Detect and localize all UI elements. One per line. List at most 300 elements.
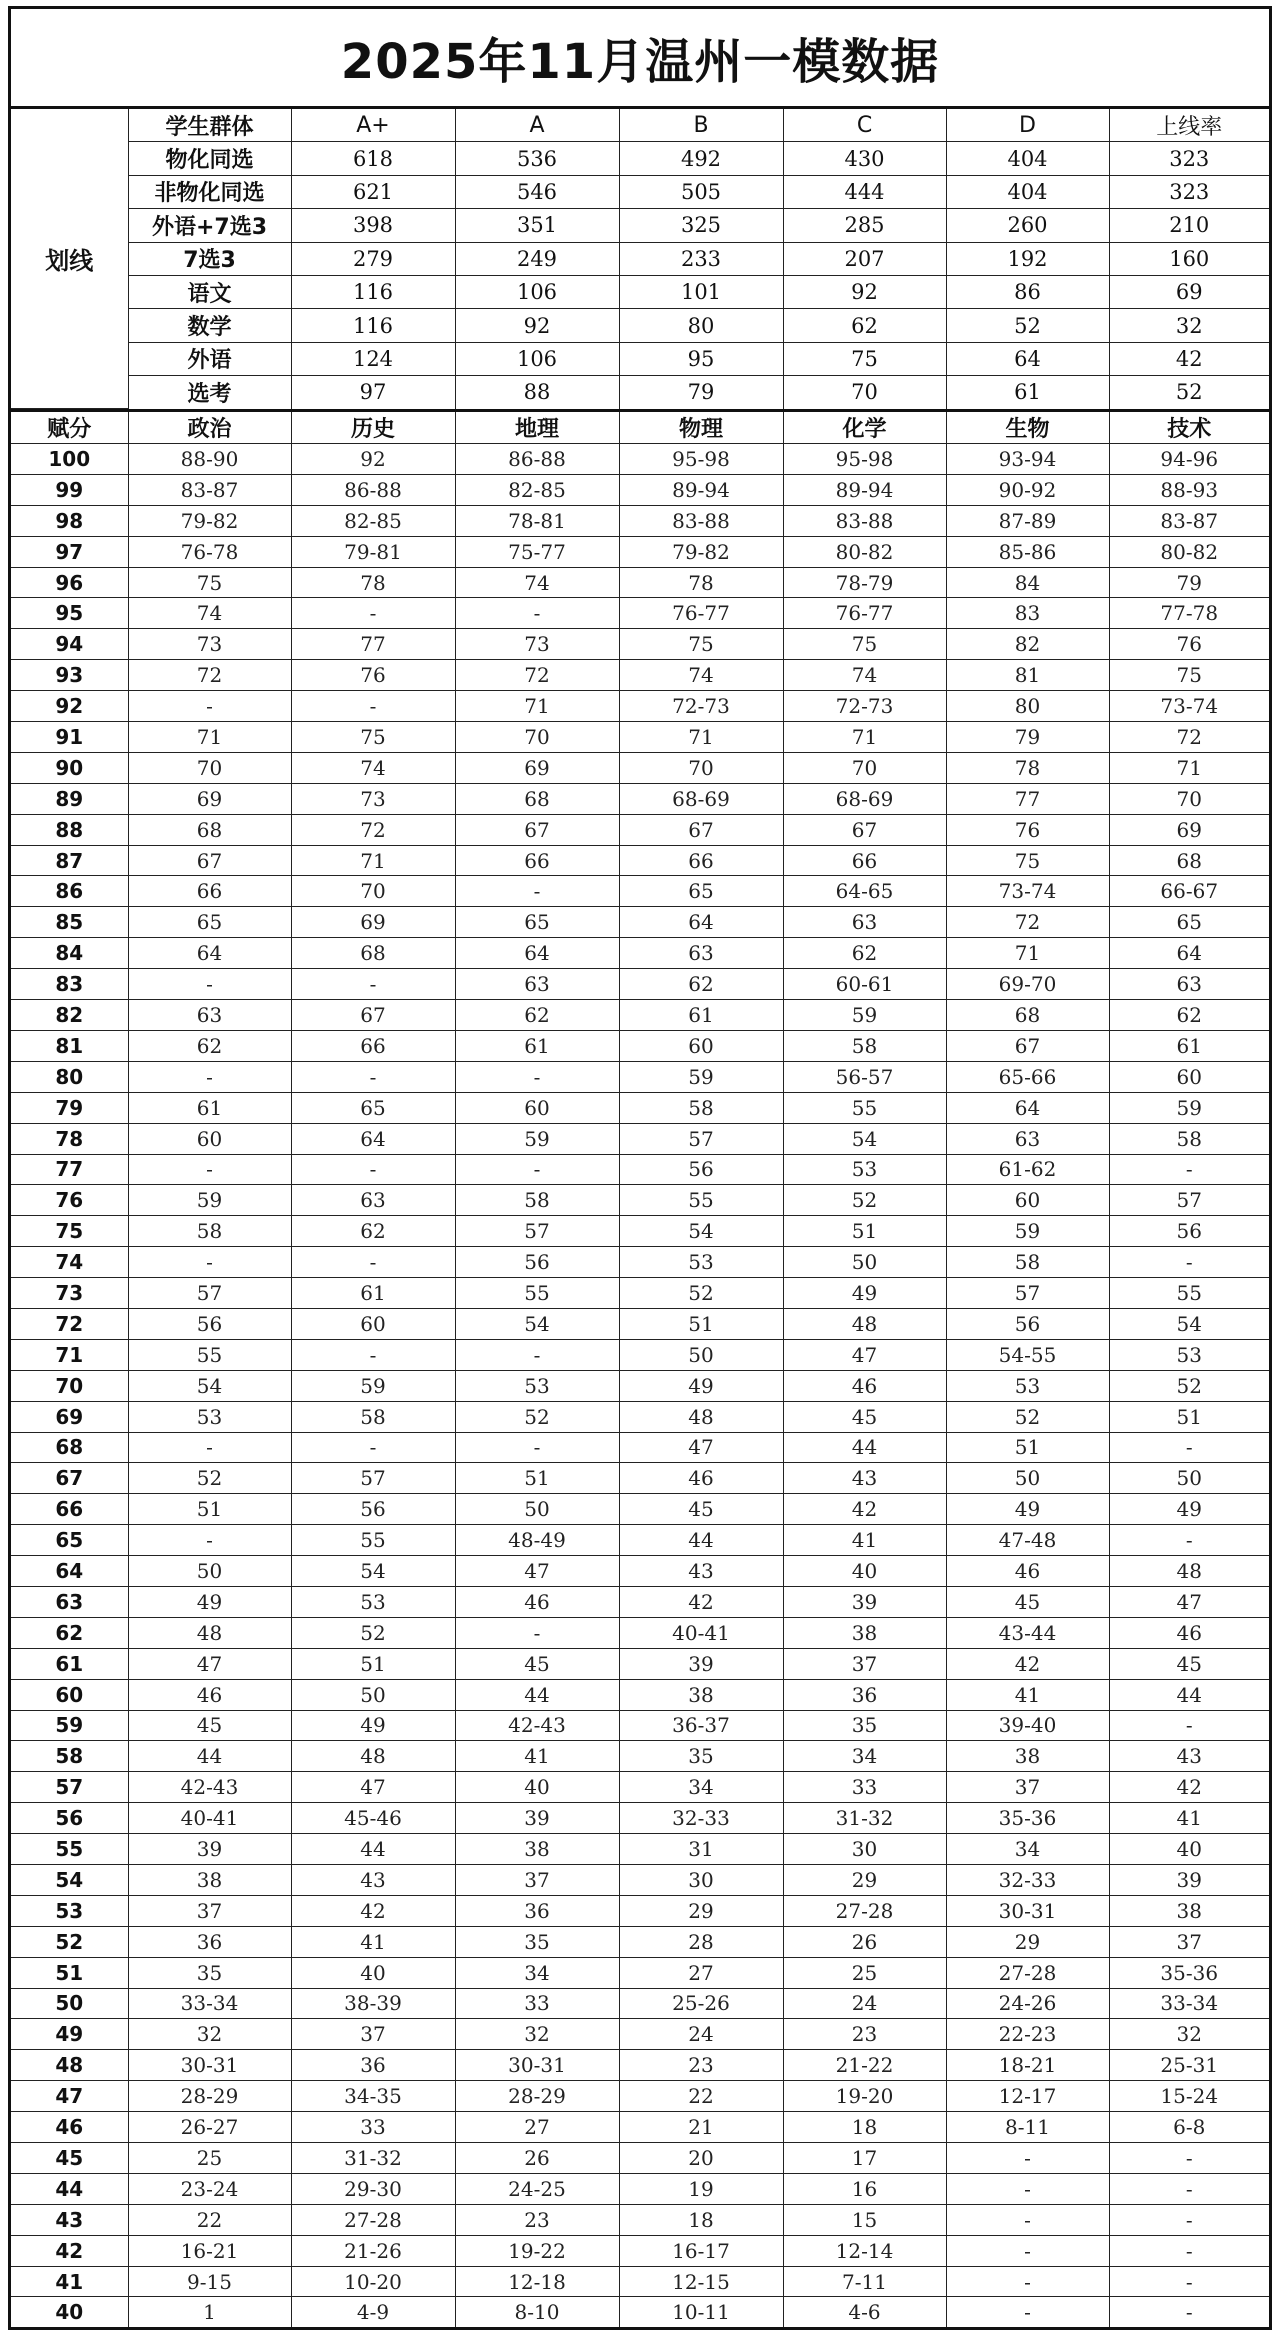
raw-score-cell: 39 [455, 1803, 619, 1834]
raw-score-cell: 21-22 [783, 2050, 946, 2081]
cutoff-value-cell: 444 [783, 175, 946, 208]
raw-score-cell: 63 [1109, 969, 1269, 1000]
raw-score-cell: 12-17 [946, 2081, 1109, 2112]
raw-score-cell: 66 [619, 845, 783, 876]
score-row [11, 938, 1269, 969]
cutoff-row-label: 数学 [128, 309, 291, 342]
raw-score-cell: 31 [619, 1834, 783, 1865]
score-row [11, 1586, 1269, 1617]
raw-score-cell: 38 [783, 1617, 946, 1648]
raw-score-cell: 79-82 [619, 536, 783, 567]
cutoff-value-cell: 621 [291, 175, 455, 208]
raw-score-cell: 26 [783, 1926, 946, 1957]
raw-score-cell: 34-35 [291, 2081, 455, 2112]
score-row [11, 1370, 1269, 1401]
raw-score-cell: 50 [1109, 1463, 1269, 1494]
raw-score-cell: 70 [619, 752, 783, 783]
raw-score-cell: 41 [1109, 1803, 1269, 1834]
raw-score-cell: 64 [291, 1123, 455, 1154]
assigned-score-cell: 91 [11, 722, 128, 753]
raw-score-cell: 35-36 [1109, 1957, 1269, 1988]
cutoff-header-cell: D [946, 109, 1109, 142]
raw-score-cell: 37 [455, 1864, 619, 1895]
raw-score-cell: - [291, 969, 455, 1000]
score-row [11, 2173, 1269, 2204]
cutoff-value-cell: 70 [783, 376, 946, 409]
cutoff-value-cell: 618 [291, 142, 455, 175]
raw-score-cell: 51 [128, 1494, 291, 1525]
raw-score-cell: 49 [128, 1586, 291, 1617]
raw-score-cell: 59 [291, 1370, 455, 1401]
raw-score-cell: 48 [291, 1741, 455, 1772]
raw-score-cell: 64 [1109, 938, 1269, 969]
raw-score-cell: 33 [291, 2112, 455, 2143]
raw-score-cell: 45 [128, 1710, 291, 1741]
raw-score-cell: 53 [619, 1247, 783, 1278]
raw-score-cell: 55 [455, 1278, 619, 1309]
assigned-score-cell: 47 [11, 2081, 128, 2112]
cutoff-value-cell: 88 [455, 376, 619, 409]
raw-score-cell: 46 [455, 1586, 619, 1617]
assigned-score-cell: 43 [11, 2204, 128, 2235]
raw-score-cell: 31-32 [291, 2143, 455, 2174]
assigned-score-cell: 45 [11, 2143, 128, 2174]
raw-score-cell: 54 [619, 1216, 783, 1247]
score-row [11, 691, 1269, 722]
cutoff-value-cell: 106 [455, 275, 619, 308]
raw-score-cell: 95-98 [619, 444, 783, 475]
raw-score-cell: 55 [783, 1092, 946, 1123]
score-row [11, 444, 1269, 475]
raw-score-cell: 89-94 [619, 474, 783, 505]
assigned-score-cell: 49 [11, 2019, 128, 2050]
cutoff-value-cell: 207 [783, 242, 946, 275]
raw-score-cell: 62 [619, 969, 783, 1000]
raw-score-cell: 40 [291, 1957, 455, 1988]
raw-score-cell: 88-93 [1109, 474, 1269, 505]
assigned-score-cell: 40 [11, 2297, 128, 2327]
raw-score-cell: 71 [291, 845, 455, 876]
raw-score-cell: 68 [1109, 845, 1269, 876]
raw-score-cell: 74 [291, 752, 455, 783]
cutoff-header-cell: 学生群体 [128, 109, 291, 142]
raw-score-cell: 76 [291, 660, 455, 691]
assigned-score-cell: 95 [11, 598, 128, 629]
raw-score-cell: 44 [455, 1679, 619, 1710]
raw-score-cell: 45 [455, 1648, 619, 1679]
raw-score-cell: 25 [128, 2143, 291, 2174]
raw-score-cell: 40 [783, 1556, 946, 1587]
raw-score-cell: 61 [128, 1092, 291, 1123]
assigned-score-cell: 78 [11, 1123, 128, 1154]
assigned-score-cell: 63 [11, 1586, 128, 1617]
raw-score-cell: - [455, 876, 619, 907]
raw-score-cell: 10-11 [619, 2297, 783, 2327]
raw-score-cell: 57 [946, 1278, 1109, 1309]
cutoff-value-cell: 351 [455, 209, 619, 242]
raw-score-cell: - [946, 2143, 1109, 2174]
raw-score-cell: 18-21 [946, 2050, 1109, 2081]
raw-score-cell: 68-69 [619, 783, 783, 814]
raw-score-cell: 38 [455, 1834, 619, 1865]
assigned-score-cell: 90 [11, 752, 128, 783]
raw-score-cell: 44 [1109, 1679, 1269, 1710]
raw-score-cell: 60 [455, 1092, 619, 1123]
raw-score-cell: 66-67 [1109, 876, 1269, 907]
score-row [11, 1834, 1269, 1865]
cutoff-value-cell: 64 [946, 342, 1109, 375]
raw-score-cell: 52 [455, 1401, 619, 1432]
cutoff-row [11, 342, 1269, 375]
cutoff-row-label: 非物化同选 [128, 175, 291, 208]
raw-score-cell: 48 [128, 1617, 291, 1648]
assigned-score-cell: 97 [11, 536, 128, 567]
cutoff-value-cell: 32 [1109, 309, 1269, 342]
raw-score-cell: 66 [128, 876, 291, 907]
raw-score-cell: 52 [291, 1617, 455, 1648]
score-row [11, 598, 1269, 629]
raw-score-cell: 28 [619, 1926, 783, 1957]
raw-score-cell: 65 [455, 907, 619, 938]
cutoff-row [11, 376, 1269, 409]
raw-score-cell: 58 [291, 1401, 455, 1432]
score-row [11, 1525, 1269, 1556]
raw-score-cell: 70 [128, 752, 291, 783]
score-header-cell: 政治 [128, 411, 291, 444]
raw-score-cell: 49 [291, 1710, 455, 1741]
raw-score-cell: 24-26 [946, 1988, 1109, 2019]
raw-score-cell: 29 [619, 1895, 783, 1926]
raw-score-cell: 78-79 [783, 567, 946, 598]
raw-score-cell: - [291, 1339, 455, 1370]
score-header-cell: 地理 [455, 411, 619, 444]
cutoff-value-cell: 92 [783, 275, 946, 308]
raw-score-cell: 15-24 [1109, 2081, 1269, 2112]
raw-score-cell: 24 [783, 1988, 946, 2019]
raw-score-cell: 16-21 [128, 2235, 291, 2266]
score-row [11, 1957, 1269, 1988]
raw-score-cell: 85-86 [946, 536, 1109, 567]
score-row [11, 1463, 1269, 1494]
raw-score-cell: 72-73 [783, 691, 946, 722]
raw-score-cell: 83-87 [1109, 505, 1269, 536]
cutoff-row [11, 209, 1269, 242]
raw-score-cell: 55 [291, 1525, 455, 1556]
raw-score-cell: 63 [946, 1123, 1109, 1154]
score-row [11, 2081, 1269, 2112]
raw-score-cell: 45 [783, 1401, 946, 1432]
raw-score-cell: - [946, 2297, 1109, 2327]
assigned-score-cell: 99 [11, 474, 128, 505]
raw-score-cell: 46 [619, 1463, 783, 1494]
raw-score-cell: 48 [1109, 1556, 1269, 1587]
raw-score-cell: 23 [619, 2050, 783, 2081]
raw-score-cell: 53 [455, 1370, 619, 1401]
score-row [11, 1710, 1269, 1741]
assigned-score-cell: 64 [11, 1556, 128, 1587]
raw-score-cell: 20 [619, 2143, 783, 2174]
raw-score-cell: 45 [946, 1586, 1109, 1617]
score-row [11, 2297, 1269, 2327]
score-row [11, 1030, 1269, 1061]
raw-score-cell: 64-65 [783, 876, 946, 907]
assigned-score-cell: 58 [11, 1741, 128, 1772]
raw-score-cell: 62 [1109, 1000, 1269, 1031]
raw-score-cell: 65 [1109, 907, 1269, 938]
raw-score-cell: 32 [128, 2019, 291, 2050]
raw-score-cell: 48-49 [455, 1525, 619, 1556]
raw-score-cell: 60 [946, 1185, 1109, 1216]
cutoff-row-label: 语文 [128, 275, 291, 308]
raw-score-cell: 73-74 [1109, 691, 1269, 722]
raw-score-cell: 51 [619, 1308, 783, 1339]
score-header-cell: 技术 [1109, 411, 1269, 444]
score-row [11, 907, 1269, 938]
score-row [11, 814, 1269, 845]
score-row [11, 722, 1269, 753]
cutoff-row [11, 175, 1269, 208]
raw-score-cell: 54 [128, 1370, 291, 1401]
raw-score-cell: 32-33 [946, 1864, 1109, 1895]
cutoff-header-cell: 上线率 [1109, 109, 1269, 142]
raw-score-cell: 59 [128, 1185, 291, 1216]
raw-score-cell: 59 [619, 1061, 783, 1092]
raw-score-cell: - [455, 598, 619, 629]
raw-score-cell: 47 [128, 1648, 291, 1679]
raw-score-cell: 52 [128, 1463, 291, 1494]
raw-score-cell: 64 [946, 1092, 1109, 1123]
score-row [11, 1617, 1269, 1648]
raw-score-cell: 83-87 [128, 474, 291, 505]
raw-score-cell: 38 [619, 1679, 783, 1710]
raw-score-cell: 64 [619, 907, 783, 938]
cutoff-value-cell: 86 [946, 275, 1109, 308]
raw-score-cell: 23 [783, 2019, 946, 2050]
raw-score-cell: - [1109, 2266, 1269, 2297]
raw-score-cell: 42 [783, 1494, 946, 1525]
raw-score-cell: 74 [128, 598, 291, 629]
raw-score-cell: 1 [128, 2297, 291, 2327]
raw-score-cell: 79-81 [291, 536, 455, 567]
raw-score-cell: - [1109, 1525, 1269, 1556]
raw-score-cell: - [291, 598, 455, 629]
raw-score-cell: 84 [946, 567, 1109, 598]
raw-score-cell: 6-8 [1109, 2112, 1269, 2143]
raw-score-cell: 41 [455, 1741, 619, 1772]
raw-score-cell: 40 [1109, 1834, 1269, 1865]
raw-score-cell: 75 [946, 845, 1109, 876]
raw-score-cell: 65 [619, 876, 783, 907]
raw-score-cell: - [128, 1061, 291, 1092]
raw-score-cell: 58 [128, 1216, 291, 1247]
raw-score-cell: 60 [1109, 1061, 1269, 1092]
raw-score-cell: 25 [783, 1957, 946, 1988]
assigned-score-cell: 42 [11, 2235, 128, 2266]
raw-score-cell: - [1109, 2297, 1269, 2327]
raw-score-cell: 54-55 [946, 1339, 1109, 1370]
raw-score-cell: 68 [946, 1000, 1109, 1031]
raw-score-cell: 24 [619, 2019, 783, 2050]
cutoff-value-cell: 42 [1109, 342, 1269, 375]
raw-score-cell: - [455, 1061, 619, 1092]
raw-score-cell: 65-66 [946, 1061, 1109, 1092]
raw-score-cell: 47-48 [946, 1525, 1109, 1556]
raw-score-cell: 86-88 [291, 474, 455, 505]
score-row [11, 1061, 1269, 1092]
raw-score-cell: 54 [455, 1308, 619, 1339]
cutoff-value-cell: 404 [946, 142, 1109, 175]
raw-score-cell: 56 [1109, 1216, 1269, 1247]
raw-score-cell: 35 [128, 1957, 291, 1988]
cutoff-value-cell: 106 [455, 342, 619, 375]
raw-score-cell: 37 [946, 1772, 1109, 1803]
raw-score-cell: 42-43 [128, 1772, 291, 1803]
raw-score-cell: 10-20 [291, 2266, 455, 2297]
raw-score-cell: 33-34 [128, 1988, 291, 2019]
raw-score-cell: - [128, 1525, 291, 1556]
raw-score-cell: - [1109, 2204, 1269, 2235]
raw-score-cell: 61-62 [946, 1154, 1109, 1185]
score-row [11, 1123, 1269, 1154]
raw-score-cell: 50 [946, 1463, 1109, 1494]
score-row [11, 1803, 1269, 1834]
score-row [11, 1401, 1269, 1432]
page-title: 2025年11月温州一模数据 [11, 9, 1269, 109]
raw-score-cell: 40 [455, 1772, 619, 1803]
score-row [11, 567, 1269, 598]
raw-score-cell: 8-10 [455, 2297, 619, 2327]
cutoff-row [11, 242, 1269, 275]
raw-score-cell: 54 [1109, 1308, 1269, 1339]
cutoff-header-cell: A+ [291, 109, 455, 142]
raw-score-cell: 43 [783, 1463, 946, 1494]
score-row [11, 1988, 1269, 2019]
raw-score-cell: 74 [455, 567, 619, 598]
raw-score-cell: 63 [455, 969, 619, 1000]
raw-score-cell: 50 [783, 1247, 946, 1278]
raw-score-cell: 74 [783, 660, 946, 691]
score-row [11, 2019, 1269, 2050]
raw-score-cell: 53 [291, 1586, 455, 1617]
raw-score-cell: 36 [291, 2050, 455, 2081]
score-header-cell: 历史 [291, 411, 455, 444]
raw-score-cell: 30 [619, 1864, 783, 1895]
raw-score-cell: 42 [619, 1586, 783, 1617]
raw-score-cell: 35 [455, 1926, 619, 1957]
raw-score-cell: 23 [455, 2204, 619, 2235]
raw-score-cell: 80-82 [1109, 536, 1269, 567]
raw-score-cell: 43-44 [946, 1617, 1109, 1648]
assigned-score-cell: 62 [11, 1617, 128, 1648]
raw-score-cell: 22-23 [946, 2019, 1109, 2050]
raw-score-cell: 62 [455, 1000, 619, 1031]
raw-score-cell: 80-82 [783, 536, 946, 567]
raw-score-cell: - [128, 1432, 291, 1463]
raw-score-cell: 18 [783, 2112, 946, 2143]
cutoff-value-cell: 62 [783, 309, 946, 342]
raw-score-cell: 60 [291, 1308, 455, 1339]
cutoff-row-label: 物化同选 [128, 142, 291, 175]
raw-score-cell: 36-37 [619, 1710, 783, 1741]
raw-score-cell: 46 [783, 1370, 946, 1401]
raw-score-cell: 16-17 [619, 2235, 783, 2266]
raw-score-cell: 68 [291, 938, 455, 969]
raw-score-cell: 61 [291, 1278, 455, 1309]
raw-score-cell: - [291, 1247, 455, 1278]
raw-score-cell: 56 [291, 1494, 455, 1525]
cutoff-header-cell: B [619, 109, 783, 142]
assigned-score-cell: 44 [11, 2173, 128, 2204]
cutoff-row-label: 外语+7选3 [128, 209, 291, 242]
raw-score-cell: 7-11 [783, 2266, 946, 2297]
cutoff-value-cell: 398 [291, 209, 455, 242]
score-conversion-table [11, 409, 1269, 2327]
raw-score-cell: 50 [455, 1494, 619, 1525]
raw-score-cell: 69 [291, 907, 455, 938]
raw-score-cell: 65 [291, 1092, 455, 1123]
raw-score-cell: 34 [455, 1957, 619, 1988]
raw-score-cell: 38-39 [291, 1988, 455, 2019]
raw-score-cell: 68 [455, 783, 619, 814]
raw-score-cell: - [946, 2204, 1109, 2235]
raw-score-cell: 59 [946, 1216, 1109, 1247]
assigned-score-cell: 65 [11, 1525, 128, 1556]
score-row [11, 876, 1269, 907]
raw-score-cell: 16 [783, 2173, 946, 2204]
raw-score-cell: 75 [291, 722, 455, 753]
raw-score-cell: 56 [128, 1308, 291, 1339]
score-row [11, 1772, 1269, 1803]
raw-score-cell: 55 [619, 1185, 783, 1216]
assigned-score-cell: 76 [11, 1185, 128, 1216]
raw-score-cell: 72 [1109, 722, 1269, 753]
raw-score-cell: 38 [946, 1741, 1109, 1772]
cutoff-value-cell: 249 [455, 242, 619, 275]
raw-score-cell: - [291, 1061, 455, 1092]
raw-score-cell: 49 [1109, 1494, 1269, 1525]
assigned-score-cell: 92 [11, 691, 128, 722]
raw-score-cell: 22 [128, 2204, 291, 2235]
raw-score-cell: 29-30 [291, 2173, 455, 2204]
raw-score-cell: 8-11 [946, 2112, 1109, 2143]
raw-score-cell: 47 [1109, 1586, 1269, 1617]
raw-score-cell: 53 [783, 1154, 946, 1185]
raw-score-cell: 73 [128, 629, 291, 660]
cutoff-table [11, 109, 1269, 409]
score-row [11, 2204, 1269, 2235]
cutoff-header-cell: A [455, 109, 619, 142]
raw-score-cell: 71 [128, 722, 291, 753]
raw-score-cell: 39 [1109, 1864, 1269, 1895]
raw-score-cell: 30-31 [946, 1895, 1109, 1926]
raw-score-cell: 83-88 [619, 505, 783, 536]
raw-score-cell: 90-92 [946, 474, 1109, 505]
assigned-score-cell: 96 [11, 567, 128, 598]
raw-score-cell: 51 [783, 1216, 946, 1247]
raw-score-cell: 28-29 [128, 2081, 291, 2112]
raw-score-cell: 36 [128, 1926, 291, 1957]
score-row [11, 536, 1269, 567]
score-header-cell: 赋分 [11, 411, 128, 444]
cutoff-value-cell: 92 [455, 309, 619, 342]
cutoff-row-label: 外语 [128, 342, 291, 375]
raw-score-cell: 23-24 [128, 2173, 291, 2204]
cutoff-value-cell: 116 [291, 275, 455, 308]
raw-score-cell: 50 [291, 1679, 455, 1710]
raw-score-cell: - [1109, 2143, 1269, 2174]
raw-score-cell: 38 [1109, 1895, 1269, 1926]
assigned-score-cell: 86 [11, 876, 128, 907]
